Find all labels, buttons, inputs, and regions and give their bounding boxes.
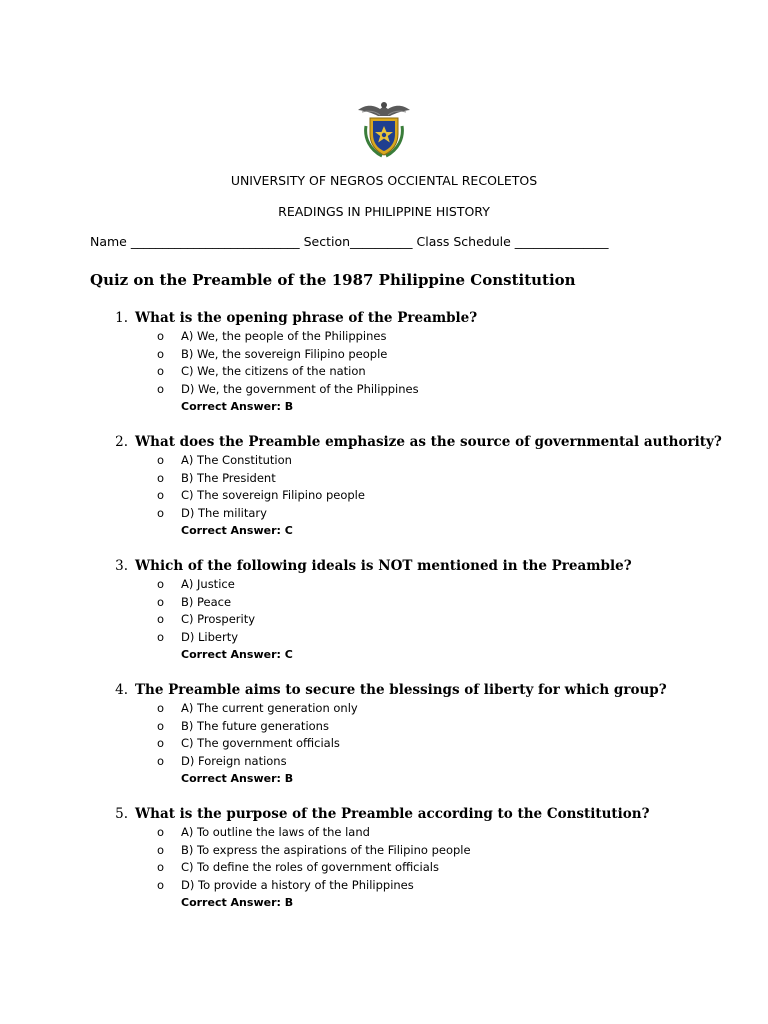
option-text: A) We, the people of the Philippines [181,329,387,343]
bullet-icon: o [157,612,165,626]
question-text: What is the opening phrase of the Preamble? [135,310,478,326]
answer-option [0,347,768,364]
bullet-icon: o [157,860,165,874]
bullet-icon: o [157,470,165,485]
answer-option [0,364,768,381]
correct-answer: Correct Answer: B [181,400,294,413]
bullet-icon: o [157,381,165,396]
answer-option [0,825,768,842]
bullet-icon: o [157,346,165,361]
option-text: D) We, the government of the Philippines [181,381,419,396]
question-text: Which of the following ideals is NOT mentioned in the Preamble? [135,558,632,574]
university-seal-icon [356,96,412,160]
question-number: 3. [115,558,128,574]
option-text: B) The future generations [181,718,329,733]
question-text: What does the Preamble emphasize as the source of governmental authority? [135,434,722,450]
option-text: A) To outline the laws of the land [181,825,370,839]
correct-answer: Correct Answer: C [181,648,293,661]
option-text: A) Justice [181,577,235,591]
bullet-icon: o [157,718,165,733]
university-name: UNIVERSITY OF NEGROS OCCIENTAL RECOLETOS [230,173,538,188]
answer-option [0,754,768,771]
answer-option [0,595,768,612]
correct-answer: Correct Answer: B [181,772,294,785]
bullet-icon: o [157,825,165,839]
bullet-icon: o [157,364,165,378]
answer-option [0,488,768,505]
answer-option [0,453,768,470]
bullet-icon: o [157,594,165,609]
option-text: B) We, the sovereign Filipino people [181,346,388,361]
answer-option [0,878,768,895]
option-text: C) The government officials [181,736,340,750]
option-text: B) Peace [181,594,232,609]
option-text: A) The current generation only [181,701,358,715]
bullet-icon: o [157,701,165,715]
answer-option [0,860,768,877]
bullet-icon: o [157,505,165,520]
option-text: B) To express the aspirations of the Filipino people [181,842,471,857]
answer-option [0,471,768,488]
answer-option [0,329,768,346]
quiz-title: Quiz on the Preamble of the 1987 Philippine Constitution [90,271,576,289]
bullet-icon: o [157,877,165,892]
question-text: What is the purpose of the Preamble according to the Constitution? [135,806,650,822]
option-text: D) To provide a history of the Philippines [181,877,414,892]
bullet-icon: o [157,842,165,857]
answer-option [0,506,768,523]
student-info-fields: Name ___________________________ Section__________ Class Schedule _______________ [90,234,609,249]
option-text: D) Liberty [181,629,239,644]
option-text: A) The Constitution [181,453,292,467]
question-number: 5. [115,806,128,822]
question-text: The Preamble aims to secure the blessings of liberty for which group? [135,682,667,698]
question-number: 4. [115,682,128,698]
answer-option [0,719,768,736]
question-number: 1. [115,310,128,326]
answer-option [0,612,768,629]
answer-option [0,630,768,647]
bullet-icon: o [157,329,165,343]
option-text: D) The military [181,505,267,520]
correct-answer: Correct Answer: B [181,896,294,909]
option-text: C) Prosperity [181,612,256,626]
option-text: D) Foreign nations [181,753,287,768]
answer-option [0,736,768,753]
correct-answer: Correct Answer: C [181,524,293,537]
answer-option [0,843,768,860]
bullet-icon: o [157,453,165,467]
answer-option [0,577,768,594]
bullet-icon: o [157,736,165,750]
option-text: B) The President [181,470,276,485]
bullet-icon: o [157,488,165,502]
bullet-icon: o [157,577,165,591]
option-text: C) We, the citizens of the nation [181,364,366,378]
option-text: C) To define the roles of government officials [181,860,439,874]
bullet-icon: o [157,753,165,768]
answer-option [0,701,768,718]
bullet-icon: o [157,629,165,644]
answer-option [0,382,768,399]
option-text: C) The sovereign Filipino people [181,488,365,502]
course-title: READINGS IN PHILIPPINE HISTORY [278,204,490,219]
question-number: 2. [115,434,128,450]
